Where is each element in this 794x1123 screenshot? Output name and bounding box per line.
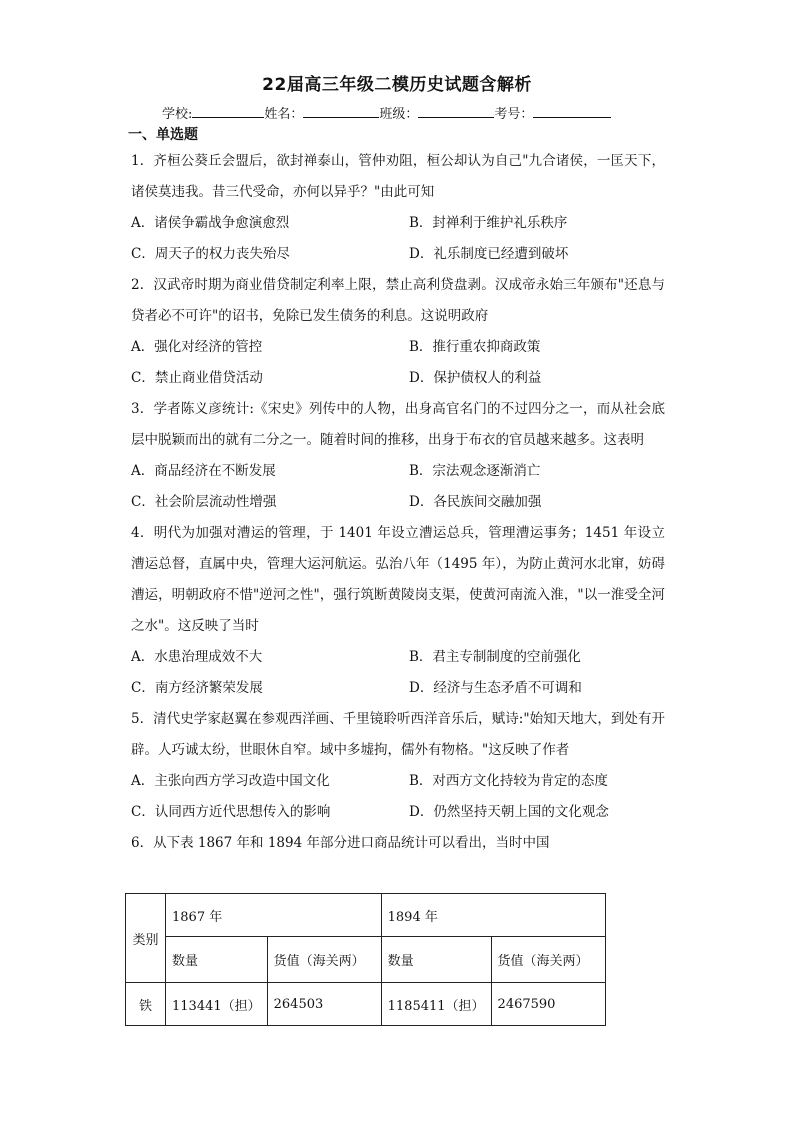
quantity-cell: 113441（担） [166, 983, 268, 1026]
question-list [131, 146, 665, 859]
category-header: 类别 [126, 894, 166, 983]
question [131, 704, 665, 828]
year-1867-header: 1867 年 [166, 894, 382, 937]
value-header: 货值（海关两） [267, 937, 381, 983]
value-cell: 2467590 [491, 983, 605, 1026]
question [131, 270, 665, 394]
option-list [131, 332, 665, 394]
option-list [131, 766, 665, 828]
class-label: 班级： [379, 107, 419, 122]
question-stem: 1．齐桓公葵丘会盟后，欲封禅泰山，管仲劝阻，桓公却认为自己"九合诸侯，一匡天下，诸侯莫违我。昔三代受命，亦何以异乎？"由此可知 [131, 153, 665, 200]
value-header: 货值（海关两） [491, 937, 605, 983]
table-row [126, 983, 606, 1026]
option-b: B．宗法观念逐渐消亡 [409, 463, 541, 479]
quantity-header: 数量 [381, 937, 491, 983]
option-a: A．诸侯争霸战争愈演愈烈 [131, 215, 290, 231]
student-info-line [162, 103, 611, 122]
option-c: C．认同西方近代思想传入的影响 [131, 804, 331, 820]
class-blank [418, 105, 494, 118]
option-d: D．经济与生态矛盾不可调和 [409, 680, 582, 696]
option-b: B．君主专制制度的空前强化 [409, 649, 581, 665]
option-d: D．各民族间交融加强 [409, 494, 542, 510]
question [131, 394, 665, 518]
name-blank [303, 105, 379, 118]
option-d: D．保护债权人的利益 [409, 370, 542, 386]
question [131, 828, 665, 859]
school-blank [192, 105, 264, 118]
option-a: A．商品经济在不断发展 [131, 463, 276, 479]
import-statistics-table [125, 893, 606, 1026]
option-c: C．禁止商业借贷活动 [131, 370, 263, 386]
exam-number-label: 考号： [494, 107, 534, 122]
option-a: A．主张向西方学习改造中国文化 [131, 773, 330, 789]
option-c: C．社会阶层流动性增强 [131, 494, 277, 510]
exam-number-blank [533, 105, 611, 118]
option-d: D．礼乐制度已经遭到破坏 [409, 246, 569, 262]
option-c: C．南方经济繁荣发展 [131, 680, 263, 696]
option-b: B．封禅利于维护礼乐秩序 [409, 215, 568, 231]
option-c: C．周天子的权力丧失殆尽 [131, 246, 290, 262]
option-b: B．对西方文化持较为肯定的态度 [409, 773, 608, 789]
option-d: D．仍然坚持天朝上国的文化观念 [409, 804, 609, 820]
year-1894-header: 1894 年 [381, 894, 605, 937]
school-label: 学校: [162, 107, 193, 122]
quantity-cell: 1185411（担） [381, 983, 491, 1026]
value-cell: 264503 [267, 983, 381, 1026]
question [131, 518, 665, 704]
option-b: B．推行重农抑商政策 [409, 339, 541, 355]
table-subheader-row [126, 937, 606, 983]
section-title: 一、单选题 [128, 127, 198, 143]
option-list [131, 456, 665, 518]
option-list [131, 208, 665, 270]
option-a: A．强化对经济的管控 [131, 339, 263, 355]
question-stem: 4．明代为加强对漕运的管理，于 1401 年设立漕运总兵，管理漕运事务；1451 年设立漕运总督，直属中央，管理大运河航运。弘治八年（1495 年），为防止黄河水北窜，妨碍漕运，明朝政府不惜"逆河之性"，强行筑断黄陵岗支渠，使黄河南流入淮，"以一淮受全河之水"。这反映了当时 [131, 525, 665, 634]
exam-title: 22届高三年级二模历史试题含解析 [262, 75, 532, 95]
category-cell: 铁 [126, 983, 166, 1026]
option-list [131, 642, 665, 704]
option-a: A．水患治理成效不大 [131, 649, 263, 665]
name-label: 姓名： [264, 107, 304, 122]
question [131, 146, 665, 270]
table-header-row [126, 894, 606, 937]
question-stem: 2．汉武帝时期为商业借贷制定利率上限，禁止高利贷盘剥。汉成帝永始三年颁布"还息与贷者必不可许"的诏书，免除已发生债务的利息。这说明政府 [131, 277, 665, 324]
question-stem: 5．清代史学家赵翼在参观西洋画、千里镜聆听西洋音乐后，赋诗:"始知天地大，到处有开辟。人巧诚太纷，世眼休自窄。域中多墟拘，儒外有物格。"这反映了作者 [131, 711, 665, 758]
quantity-header: 数量 [166, 937, 268, 983]
question-stem: 6．从下表 1867 年和 1894 年部分进口商品统计可以看出，当时中国 [131, 835, 550, 851]
question-stem: 3．学者陈义彦统计:《宋史》列传中的人物，出身高官名门的不过四分之一，而从社会底层中脱颖而出的就有二分之一。随着时间的推移，出身于布衣的官员越来越多。这表明 [131, 401, 665, 448]
